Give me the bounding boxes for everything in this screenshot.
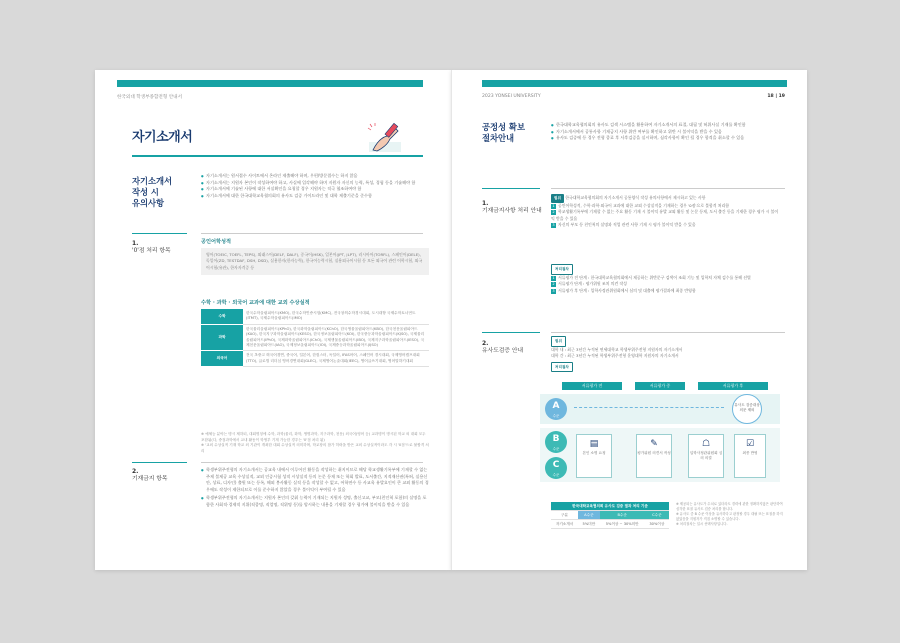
section-heading-zero-score: 1. '0'점 처리 항목 — [132, 240, 171, 254]
level-a-result: 유사도 검증대상 의문 제외 — [732, 394, 762, 424]
list-item: ● 자기소개서는 지원자 본인이 작성하여야 하고, 사실에 입각해야 하며 지원자 자신의 능력, 특성, 경험 등을 기술해야 함 — [201, 180, 429, 187]
phase-before: 서류평가 전 — [562, 382, 622, 390]
guidelines-bullets — [201, 173, 429, 199]
process-block: 처리절차 1 서류평가 전 단계 : 한국대학교육협의회에서 제공하는 위반문구 검색어 조회 기능 및 입학처 자체 검수를 통해 선별 2 서류평가 단계 : 평가위원 조치 의견 작성 3 서류평가 후 단계 : 입학사정관위원회에서 심의 및 대출에 평가결과에 최종 반영함 — [551, 264, 781, 294]
language-score-box: 영어(TOEIC, TOEFL, TEPS), 외래스어(DELF, DALF), 중국어(HSK), 일본어(JPT, JLPT), 러시아어(TORFL), 스페인어(DELE), 독일어(ZD, TESTDAF, DSH, DSD), 실용한자(한자능력), 한국어능력시험, 실용외국어시험 등 모든 외국어 관련 어학시험, 외국어시험(유관), 한자자격증 등 — [201, 248, 429, 275]
award-table — [201, 309, 429, 367]
section-rule — [132, 462, 187, 463]
top-accent-bar — [117, 80, 423, 87]
running-header: 한국외대 학생부종합전형 안내서 — [117, 95, 183, 100]
phase-after: 서류평가 후 — [698, 382, 768, 390]
process-chip: 처리절차 — [551, 264, 573, 275]
check-icon: ☑ — [745, 439, 755, 449]
table-row — [201, 324, 429, 351]
table-row: 구분 A수준 B수준 C수준 — [551, 511, 669, 520]
phase-during: 서류평가 중 — [635, 382, 685, 390]
section-rule — [551, 188, 785, 189]
level-c-circle: C 수준 — [545, 457, 567, 479]
table-row: 자기소개서 5%미만 5%이상 ~ 30%미만 30%이상 — [551, 520, 669, 529]
table-row — [201, 309, 429, 324]
section-rule — [132, 233, 187, 234]
scope-chip: 범위 — [551, 336, 566, 347]
process-chip: 처리절차 — [551, 362, 573, 373]
step-self-explanation: ▤ 본인 소명 요청 — [576, 434, 612, 478]
section-rule — [482, 332, 540, 333]
step-committee: ☖ 입학사정관위원회 심의 의결 — [688, 434, 724, 478]
step-final: ☑ 최종 반영 — [734, 434, 766, 478]
table-cell-subject: 수학 — [201, 309, 243, 324]
section-title-guidelines: 자기소개서 작성 시 유의사항 — [132, 176, 173, 208]
list-item: ● 한국대학교육협의회의 유사도 검색 시스템을 활용하여 자기소개서의 표절, 대필 및 허위사실 기재를 확인함 — [551, 122, 779, 129]
table-row — [201, 351, 429, 367]
process-diagram — [540, 382, 780, 502]
scope-text: 한국대학교육협의회의 자기소개서 공통양식 작성 유의사항에서 제시하고 있는 사항 — [565, 195, 706, 200]
table-cell-subject: 과학 — [201, 324, 243, 351]
pen-writing-icon — [365, 120, 405, 156]
section-rule — [482, 188, 540, 189]
step-evaluator-opinion: ✎ 평가위원 의견서 작성 — [636, 434, 672, 478]
scope-block: 범위 한국대학교육협의회의 자기소개서 공통양식 작성 유의사항에서 제시하고 있는 사항 1 공인어학성적, 수학·과학·외국어 교과에 대한 교외 수상실적을 기재하는 경우 '0점'으로 불합격 처리함 2 학교생활기록부에 기재할 수 없는 주요 활동 기재 시 불이익 유발 교외 활동 및 논문 등재, 도서 출간 등을 기재한 경우 평가 시 불이익 받을 수 있음 3 자신의 부모 등 친인척의 실명과 직업 관련 사항 기재 시 평가 불이익 받을 수 있음 — [551, 195, 779, 227]
footnotes: ※ 예체능 분야는 명시 제하되, 대회명칭에 수학, 과학(물리, 화학, 생명과학, 지구과학, 천문) 외국어(영어 등) 교과명이 명시된 학교 외 대회 모두 포함됨(다, 중점과학에서 교내 활동이 학생부 기재 가능한 경우는 '0'점 처리 됨) ※ '교외 수상실적 기재 학교 외 기관이 개최한 대회 수상실적 의미하며, 학교장의 참가 허락을 받은 교외 수상실적이라도 각 시 '0점'으로 불합격 처리 — [201, 432, 429, 453]
arrow-line — [574, 407, 724, 408]
list-item: ● 학생부위주전형의 자기소개서는 공교육 내에서 이루어진 활동을 작성하는 취지이므로 해당 학교생활기록부에 기재할 수 없는 주제 불제공 교육 수상실적, 교외 인증시험 성적 시상실적 등의 논문 등재 또는 학회 발표, 도서출간, 지적재산권(특허, 실용신안, 상표, 디자인) 출원 또는 등록, 해외 봉사활동 실적 등을 작성할 수 없고, 어학연수 등 사교육 유발요인이 큰 교외 활동의 경우에도 작성이 제한되므로 이를 준수하지 않았을 경우 불이익이 부여될 수 있음 — [201, 467, 429, 493]
pen-icon: ✎ — [650, 439, 658, 449]
list-item: ● 학생부위주전형의 자기소개서는 지원자 본인의 갖춰 능력이 기재되는 지원자 성명, 출신고교, 부모(친인척 포함)의 실명을 포함한 사회적·경제적 지위(직종명, 직업명, 직위명 등)를 암시하는 내용을 기재할 경우 평가에 불이익을 받을 수 있음 — [201, 495, 429, 508]
running-header: 2023 YONSEI UNIVERSITY — [482, 94, 541, 99]
list-item: ● 유사도 검증에 등 경우 전형 종료 후 사후검증을 실시하며, 심각사항이 확인 될 경우 합격을 취소할 수 있음 — [551, 135, 779, 142]
section-heading-similarity: 2. 유사도검증 안내 — [482, 340, 524, 354]
table-cell-subject: 외국어 — [201, 351, 243, 367]
page-title: 자기소개서 — [132, 130, 193, 145]
table-caption: 한국대학교육협의회 유사도 검증 결과 처리 기준 — [551, 502, 669, 511]
table-cell-text: 한국수학올림피아드(KMO), 한국수학인증시험(KMC), 전국창의수학경시대회, 도시대항 국제수학토너먼트(ITMT), 국제수학올림피아드(IMO) — [243, 309, 429, 324]
similarity-scope: 범위 대학 내 : 최근 3년간 누적된 연세대학교 학생부위주전형 지원자의 자기소개서 대학 간 : 최근 3년간 누적된 학생부위주전형 운영대학 지원자의 자기소개서 처리절차 — [551, 336, 781, 372]
scope-chip: 범위 — [551, 194, 564, 203]
section-heading-prohibited: 2. 기재금지 항목 — [132, 468, 168, 482]
section-title-fairness: 공정성 확보 절차안내 — [482, 122, 525, 143]
list-item: ● 자기소개서에서 공통사항 기재금지 사항 위반 여부를 확인하고 위반 시 불이익을 받을 수 있음 — [551, 129, 779, 136]
level-a-circle: A 수준 — [545, 398, 567, 420]
award-heading: 수학 · 과학 · 외국어 교과에 대한 교외 수상실적 — [201, 300, 310, 306]
criteria-table — [551, 502, 669, 529]
section-rule — [201, 233, 423, 234]
right-page — [451, 70, 807, 570]
list-item: ● 자기소개서에 기술된 사항에 대한 서실확인을 요청할 경우 지원자는 적극 협조하여야 함 — [201, 186, 429, 193]
page-numbers: 18 | 19 — [767, 94, 785, 99]
meeting-icon: ☖ — [701, 439, 711, 449]
top-accent-bar — [482, 80, 787, 87]
table-cell-text: 한국물리올림피아드(KPhO), 한국화학올림피아드(KChO), 한국생물올림피아드(KBO), 한국천문올림피아드(KAO), 한국지구과학올림피아드(KESO), 한국정보올림피아드(KOI), 한국중등과학올림피아드(KJSO), 국제물리올림피아드(IPhO), 국제화학올림피아드(IChO), 국제생물올림피아드(IBO), 국제지구과학올림피아드(IESO), 국제천문올림피아드(IAO), 국제정보올림피아드(IOI), 국제중등과학올림피아드(IJSO) — [243, 324, 429, 351]
title-rule — [132, 155, 423, 157]
section-rule — [551, 332, 785, 333]
section-heading-prohibited-handling: 1. 기재금지사항 처리 안내 — [482, 200, 542, 214]
level-b-circle: B 수준 — [545, 431, 567, 453]
table-cell-text: 전국 초중고 외국어경연, 중국어, 일본어, 한컴스터, 독일어, IFAS어어, 스페인어 경시대회, 국제영어캠프대회(TTO), 글로벌 리더십 영어경연대회(GLEC), 국제영어논술대회(IEEC), 영어글쓰기대회, 영어말하기대회 — [243, 351, 429, 367]
document-icon: ▤ — [589, 439, 599, 449]
fairness-bullets — [551, 122, 779, 142]
section-rule — [201, 462, 423, 463]
prohibited-bullets — [201, 467, 429, 509]
list-item: ● 자기소개서에 대한 한국대학교육협의회의 유사도 검증 가이드라인 및 대학 제출기준을 준수함 — [201, 193, 429, 200]
diagram-footnotes: ※ 제공되는 유사도가 수치로 있더라도 경력에 관한 정확하지않은 판단하여 심각한 표절 유사도 검증 처리를 합니다. ※ 유사도 중 B 수준 이상을 유사하다고 판정할 경우 대필 또는 표절을 하지 않았음을 지원자가 직접 소명할 수 있습니다. ※ 처리절차는 일시 선택사항입니다. — [676, 502, 783, 526]
list-item: ● 자기소개서는 원서접수 사이트에서 온라인 제출해야 하며, 우편/방문접수는 하지 않음 — [201, 173, 429, 180]
language-score-heading: 공인어학성적 — [201, 239, 232, 245]
left-page — [95, 70, 451, 570]
